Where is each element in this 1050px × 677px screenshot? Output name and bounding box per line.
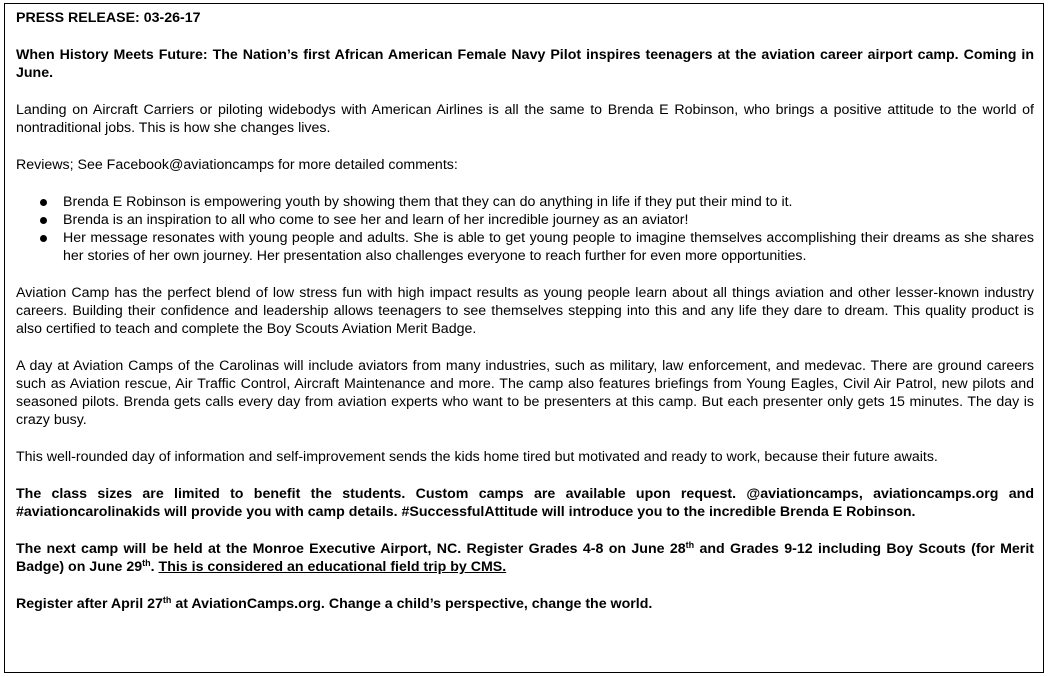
reviews-intro: Reviews; See Facebook@aviationcamps for more detailed comments: [16,157,458,173]
register-text: Register after April 27 [16,596,163,612]
review-item: Brenda E Robinson is empowering youth by showing them that they can do anything in life if they put their mind to it. [63,193,1034,211]
next-camp-paragraph [16,540,1034,576]
camp-day-paragraph: A day at Aviation Camps of the Carolinas will include aviators from many industries, such as military, law enforcement, and medevac. There are ground careers such as Aviation rescue, Air Traffic Control, Aircraft Maintenance and more. The camp also features briefings from Young Eagles, Civil Air Patrol, new pilots and seasoned pilots. Brenda gets calls every day from aviation experts who want to be presenters at this camp. But each presenter only gets 15 minutes. The day is crazy busy. [16,358,1034,428]
ordinal-suffix: th [142,558,151,568]
review-item: Brenda is an inspiration to all who come to see her and learn of her incredible journey as an aviator! [63,211,1034,229]
field-trip-note: This is considered an educational field trip by CMS. [158,559,507,575]
review-item: Her message resonates with young people and adults. She is able to get young people to imagine themselves accomplishing their dreams as she shares her stories of her own journey. Her presentation also challenges everyone to reach further for even more opportunities. [63,230,1034,264]
register-text: at AviationCamps.org. Change a child’s perspective, change the world. [171,596,653,612]
class-size-paragraph: The class sizes are limited to benefit the students. Custom camps are available upon request. @aviationcamps, aviationcamps.org and #aviationcarolinakids will provide you with camp details. #SuccessfulAttitude will introduce you to the incredible Brenda E Robinson. [16,486,1034,520]
next-camp-text: The next camp will be held at the Monroe Executive Airport, NC. Register Grades 4-8 on June 28 [16,541,686,557]
reviews-list [16,193,1034,265]
press-release-content [16,9,1034,632]
headline: When History Meets Future: The Nation’s first African American Female Navy Pilot inspires teenagers at the aviation career airport camp. Coming in June. [16,47,1034,81]
next-camp-text: and Grades 9-12 including Boy Scouts (for Merit Badge) on June 29 [16,541,1034,575]
intro-paragraph: Landing on Aircraft Carriers or piloting widebodys with American Airlines is all the same to Brenda E Robinson, who brings a positive attitude to the world of nontraditional jobs. This is how she changes lives. [16,102,1034,136]
ordinal-suffix: th [162,595,172,605]
register-paragraph [16,595,1034,613]
ordinal-suffix: th [685,540,695,550]
camp-paragraph: Aviation Camp has the perfect blend of low stress fun with high impact results as young people learn about all things aviation and other lesser-known industry careers. Building their confidence and leadership allows teenagers to see themselves stepping into this and any life they dare to dream. This quality product is also certified to teach and complete the Boy Scouts Aviation Merit Badge. [16,285,1034,337]
press-release-frame [4,3,1044,673]
next-camp-text: . [150,559,159,575]
press-release-header: PRESS RELEASE: 03-26-17 [16,10,201,26]
well-rounded-paragraph: This well-rounded day of information and self-improvement sends the kids home tired but motivated and ready to work, because their future awaits. [16,449,938,465]
